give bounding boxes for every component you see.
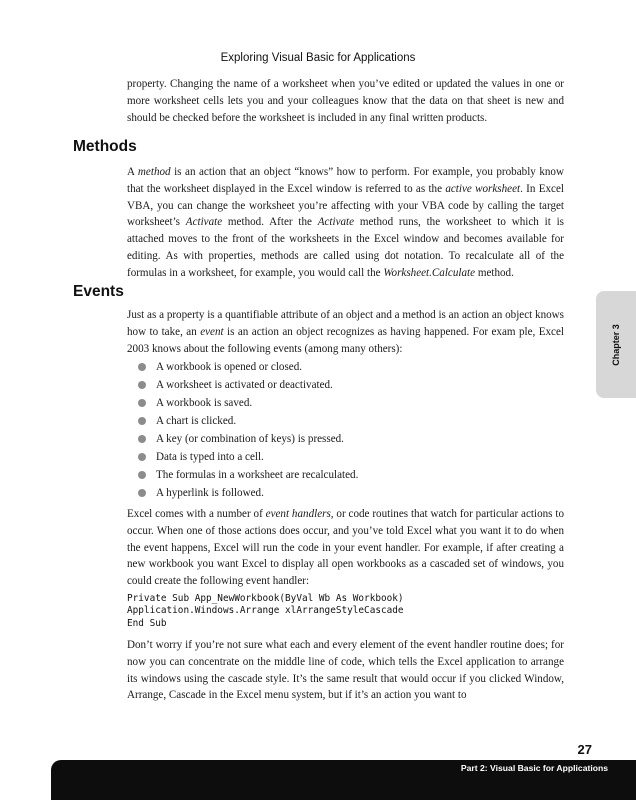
methods-term-worksheet-calculate: Worksheet.Calculate [383,266,476,279]
list-item [127,394,564,412]
methods-term-method: method [137,166,171,178]
methods-text-1: A [127,166,138,178]
list-item-text: The formulas in a worksheet are recalculated. [156,469,359,481]
code-block [127,593,404,630]
chapter-tab-label: Chapter 3 [611,323,621,366]
list-item [127,448,564,466]
handlers-text-1: Excel comes with a number of [127,508,266,520]
bullet-icon [138,417,146,425]
list-item [127,358,564,376]
list-item-text: A workbook is opened or closed. [156,361,303,373]
bullet-icon [138,363,146,371]
chapter-side-tab [596,291,636,398]
bullet-icon [138,399,146,407]
methods-text-4: method. After the [222,216,318,229]
list-item-text: A worksheet is activated or deactivated. [156,379,333,391]
events-intro-paragraph [127,307,564,357]
list-item [127,376,564,394]
handlers-term: event handlers [265,508,331,520]
bullet-icon [138,435,146,443]
list-item-text: Data is typed into a cell. [156,451,264,463]
list-item-text: A workbook is saved. [156,397,253,409]
code-line: Private Sub App_NewWorkbook(ByVal Wb As Workbook) [127,593,404,604]
events-term-event: event [200,325,224,338]
methods-term-active-worksheet: active worksheet [445,182,521,195]
running-head: Exploring Visual Basic for Applications [220,52,416,64]
list-item [127,430,564,448]
list-item [127,412,564,430]
bullet-icon [138,471,146,479]
methods-term-activate-1: Activate [185,216,223,229]
code-line: Application.Windows.Arrange xlArrangeStyleCascade [127,605,404,617]
methods-text-6: method. [475,266,514,279]
bullet-icon [138,453,146,461]
event-handlers-paragraph [127,506,564,590]
methods-text-5: method runs, the worksheet to which it is attached moves to the front of the worksheets in the Excel window and becomes available for editing. As with properties, methods are called using dot notation. To recalculate all of the formulas in a worksheet, for example, you would call the [127,216,564,279]
closing-paragraph: Don’t worry if you’re not sure what each and every element of the event handler routine does; for now you can concentrate on the middle line of code, which tells the Excel application to arrange its windows using the cascade style. It’s the same result that would occur if you clicked Window, Arrange, Cascade in the Excel menu system, but if it’s an action you want to [127,639,564,702]
bullet-icon [138,381,146,389]
methods-heading: Methods [73,138,137,155]
list-item-text: A chart is clicked. [156,415,237,427]
list-item-text: A hyperlink is followed. [156,487,264,499]
bullet-icon [138,489,146,497]
events-heading: Events [73,283,124,300]
page-number: 27 [577,742,592,757]
methods-term-activate-2: Activate [317,216,355,229]
list-item [127,484,564,502]
list-item [127,466,564,484]
intro-paragraph: property. Changing the name of a worksheet when you’ve edited or updated the values in one or more worksheet cells lets you and your colleagues know that the data on that sheet is new and should be checked before the worksheet is included in any final written products. [127,78,564,124]
methods-paragraph [127,164,564,282]
footer-part-label: Part 2: Visual Basic for Applications [460,763,608,773]
list-item-text: A key (or combination of keys) is pressed. [156,433,344,445]
events-text-2: is an action an object recognizes as having happened. For exam ple, Excel 2003 knows about the following events (among many others): [127,325,564,355]
footer-bar [51,760,636,800]
handlers-text-2: , or code routines that watch for particular actions to occur. When one of those actions does occur, and you’ve told Excel what you want it to do when the event happens, Excel will run the code in your event handler. For example, if after creating a new workbook you want Excel to display all open workbooks as a cascaded set of windows, you could create the following event handler: [127,508,564,588]
code-line: End Sub [127,617,167,629]
methods-text-2: is an action that an object “knows” how to perform. For example, you probably know that the worksheet displayed in the Excel window is referred to as the [127,166,564,195]
events-text-1: Just as a property is a quantifiable attribute of an object and a method is an action an object knows how to take, an [127,309,564,338]
events-bullet-list [127,358,564,502]
methods-text-3: . In Excel VBA, you can change the worksheet you’re affecting with your VBA code by calling the target worksheet’s [127,182,564,229]
